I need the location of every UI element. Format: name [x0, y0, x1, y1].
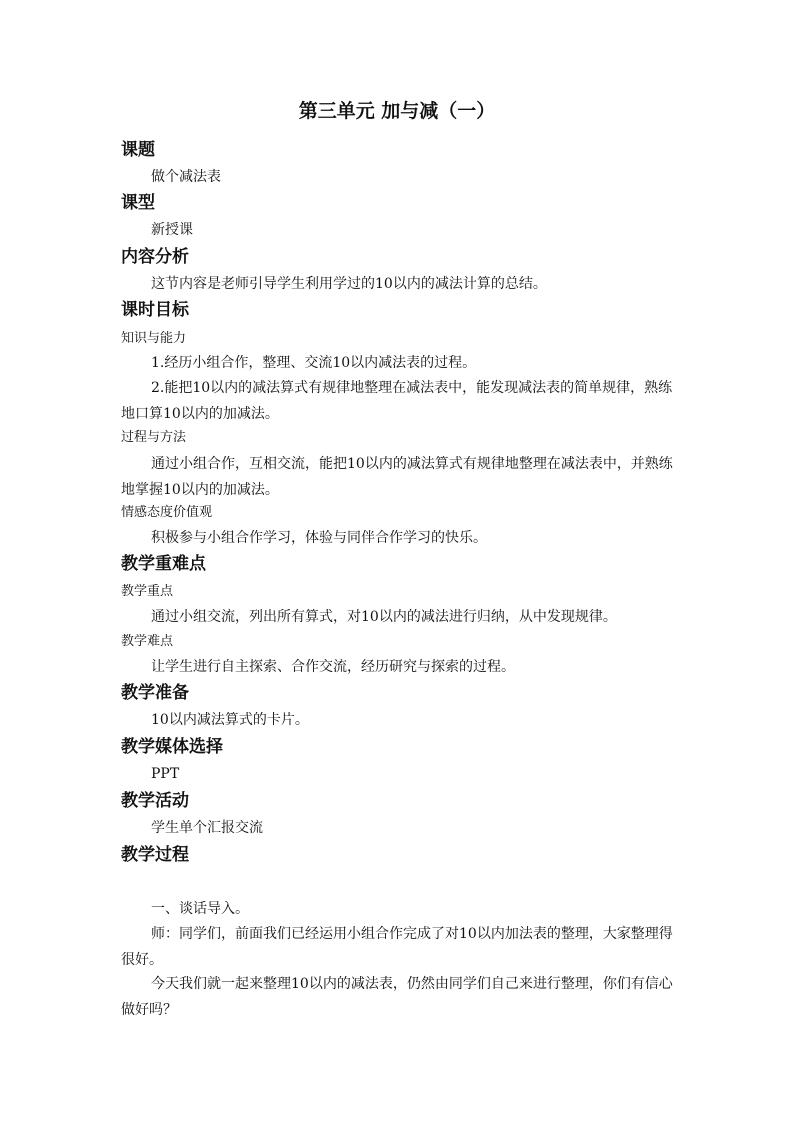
heading-objectives: 课时目标 — [121, 300, 189, 320]
preparation-text: 10以内减法算式的卡片。 — [151, 712, 309, 728]
teaching-difficulty-text: 让学生进行自主探索、合作交流，经历研究与探索的过程。 — [151, 659, 515, 675]
course-topic-text: 做个减法表 — [151, 169, 221, 185]
label-knowledge: 知识与能力 — [121, 331, 187, 346]
label-attitude: 情感态度价值观 — [121, 505, 213, 520]
heading-content-analysis: 内容分析 — [121, 247, 189, 267]
knowledge-item-1: 1.经历小组合作，整理、交流10以内减法表的过程。 — [151, 355, 477, 371]
heading-media: 教学媒体选择 — [121, 737, 223, 757]
process-paragraph-2: 今天我们就一起来整理10以内的减法表，仍然由同学们自己来进行整理，你们有信心做好吗？ — [121, 976, 673, 1018]
label-teaching-focus: 教学重点 — [121, 584, 174, 599]
heading-course-topic: 课题 — [121, 140, 155, 160]
heading-preparation: 教学准备 — [121, 683, 189, 703]
content-analysis-text: 这节内容是老师引导学生利用学过的10以内的减法计算的总结。 — [151, 276, 547, 292]
attitude-text: 积极参与小组合作学习，体验与同伴合作学习的快乐。 — [151, 530, 487, 546]
label-process-method: 过程与方法 — [121, 430, 187, 445]
activity-text: 学生单个汇报交流 — [151, 820, 263, 836]
media-text: PPT — [151, 766, 180, 782]
process-step-1: 一、谈话导入。 — [151, 901, 249, 917]
label-teaching-difficulty: 教学难点 — [121, 634, 174, 649]
heading-teaching-process: 教学过程 — [121, 845, 189, 865]
document-title: 第三单元 加与减（一） — [298, 100, 496, 122]
knowledge-item-2: 2.能把10以内的减法算式有规律地整理在减法表中，能发现减法表的简单规律，熟练地口算10以内的加减法。 — [121, 380, 673, 422]
heading-course-type: 课型 — [121, 193, 155, 213]
process-method-text: 通过小组合作，互相交流，能把10以内的减法算式有规律地整理在减法表中，并熟练地掌握10以内的加减法。 — [121, 456, 673, 498]
process-paragraph-1: 师：同学们，前面我们已经运用小组合作完成了对10以内加法表的整理，大家整理得很好。 — [121, 926, 673, 968]
heading-activity: 教学活动 — [121, 791, 189, 811]
teaching-focus-text: 通过小组交流，列出所有算式，对10以内的减法进行归纳，从中发现规律。 — [151, 609, 617, 625]
course-type-text: 新授课 — [151, 222, 193, 238]
heading-key-points: 教学重难点 — [121, 554, 206, 574]
